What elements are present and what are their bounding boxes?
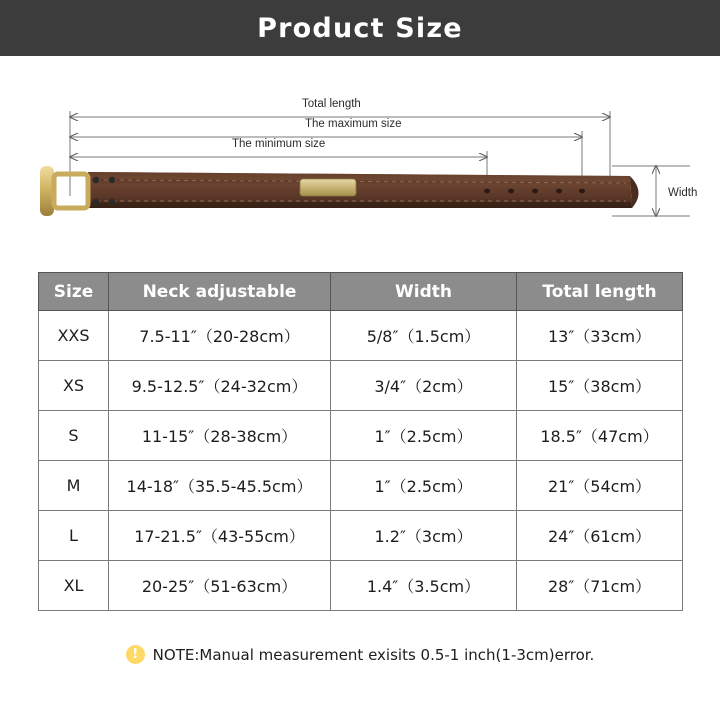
cell-width: 3/4″（2cm） <box>331 361 517 411</box>
table-row <box>39 511 683 561</box>
cell-size: S <box>39 411 109 461</box>
table-row <box>39 311 683 361</box>
name-plate <box>300 179 356 196</box>
cell-width: 1″（2.5cm） <box>331 461 517 511</box>
cell-total: 18.5″（47cm） <box>517 411 683 461</box>
collar-strap <box>88 172 639 208</box>
cell-total: 21″（54cm） <box>517 461 683 511</box>
table-row <box>39 361 683 411</box>
cell-width: 1″（2.5cm） <box>331 411 517 461</box>
cell-neck: 14-18″（35.5-45.5cm） <box>109 461 331 511</box>
diagram-graphics <box>0 56 720 256</box>
label-maximum-size: The maximum size <box>305 118 402 130</box>
cell-width: 1.2″（3cm） <box>331 511 517 561</box>
label-total-length: Total length <box>302 98 361 110</box>
cell-total: 28″（71cm） <box>517 561 683 611</box>
cell-width: 5/8″（1.5cm） <box>331 311 517 361</box>
page-header <box>0 0 720 56</box>
cell-neck: 17-21.5″（43-55cm） <box>109 511 331 561</box>
product-diagram <box>0 56 720 256</box>
cell-total: 13″（33cm） <box>517 311 683 361</box>
column-header-total: Total length <box>517 273 683 311</box>
page-title: Product Size <box>257 12 463 44</box>
cell-total: 24″（61cm） <box>517 511 683 561</box>
exclamation-icon: ! <box>126 645 145 664</box>
cell-size: XL <box>39 561 109 611</box>
cell-neck: 7.5-11″（20-28cm） <box>109 311 331 361</box>
table-row <box>39 561 683 611</box>
label-width: Width <box>668 187 698 199</box>
table-row <box>39 411 683 461</box>
cell-neck: 9.5-12.5″（24-32cm） <box>109 361 331 411</box>
size-table <box>38 272 683 611</box>
cell-size: M <box>39 461 109 511</box>
cell-total: 15″（38cm） <box>517 361 683 411</box>
label-minimum-size: The minimum size <box>232 138 326 150</box>
column-header-width: Width <box>331 273 517 311</box>
cell-size: XXS <box>39 311 109 361</box>
cell-size: L <box>39 511 109 561</box>
column-header-neck: Neck adjustable <box>109 273 331 311</box>
cell-neck: 20-25″（51-63cm） <box>109 561 331 611</box>
cell-neck: 11-15″（28-38cm） <box>109 411 331 461</box>
column-header-size: Size <box>39 273 109 311</box>
note-text: NOTE:Manual measurement exisits 0.5-1 inch(1-3cm)error. <box>152 645 595 664</box>
cell-size: XS <box>39 361 109 411</box>
note-row <box>0 645 720 664</box>
table-header-row <box>39 273 683 311</box>
table-row <box>39 461 683 511</box>
cell-width: 1.4″（3.5cm） <box>331 561 517 611</box>
